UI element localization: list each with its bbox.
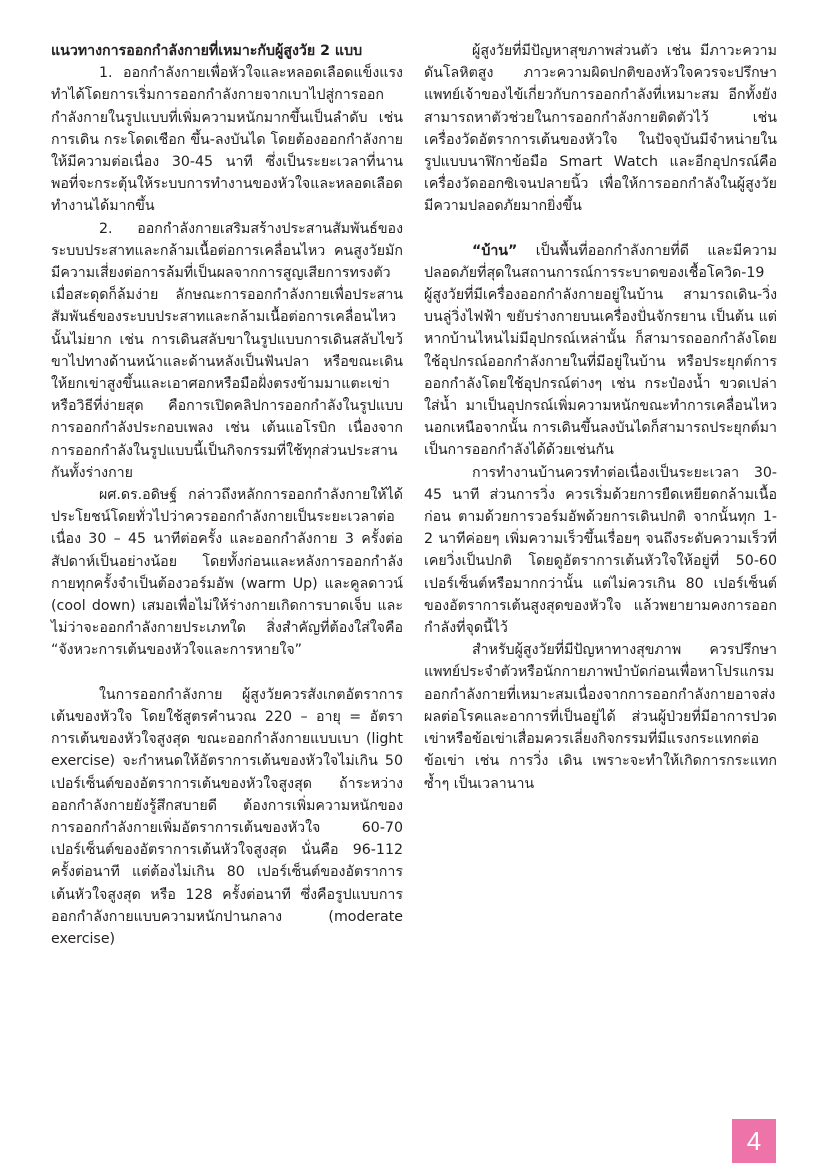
paragraph-exercise-principles: ผศ.ดร.อดิษฐ์ กล่าวถึงหลักการออกกำลังกายให้ได้ประโยชน์โดยทั่วไปว่าควรออกกำลังกายเป็นระยะเวลาต่อเนื่อง 30 – 45 นาทีต่อครั้ง และออกกำลังกาย 3 ครั้งต่อสัปดาห์เป็นอย่างน้อย โดยทั้งก่อนและหลังการออกกำลังกายทุกครั้งจำเป็นต้องวอร์มอัพ (warm Up) และคูลดาวน์ (cool down) เสมอเพื่อไม่ให้ร่างกายเกิดการบาดเจ็บ และไม่ว่าจะออกกำลังกายประเภทใด สิ่งสำคัญที่ต้องใส่ใจคือ “จังหวะการเต้นของหัวใจและการหายใจ” bbox=[51, 487, 403, 659]
paragraph-health-problems: สำหรับผู้สูงวัยที่มีปัญหาทางสุขภาพ ควรปรึกษาแพทย์ประจำตัวหรือนักกายภาพบำบัดก่อนเพื่อหาโปรแกรมออกกำลังกายที่เหมาะสมเนื่องจากการออกกำลังกายอาจส่งผลต่อโรคและอาการที่เป็นอยู่ได้ ส่วนผู้ป่วยที่มีอาการปวดเข่าหรือข้อเข่าเสื่อมควรเลี่ยงกิจกรรมที่มีแรงกระแทกต่อข้อเข่า เช่น การวิ่ง เดิน เพราะจะทำให้เกิดการกระแทกซ้ำๆ เป็นเวลานาน bbox=[424, 642, 777, 792]
paragraph-coordination-exercise: 2. ออกกำลังกายเสริมสร้างประสานสัมพันธ์ของระบบประสาทและกล้ามเนื้อต่อการเคลื่อนไหว คนสูงวัยมักมีความเสี่ยงต่อการล้มที่เป็นผลจากการสูญเสียการทรงตัว เมื่อสะดุดก็ล้มง่าย ลักษณะการออกกำลังกายเพื่อประสานสัมพันธ์ของระบบประสาทและกล้ามเนื้อต่อการเคลื่อนไหวนั้นไม่ยาก เช่น การเดินสลับขาในรูปแบบการเดินสลับไขว้ขาไปทางด้านหน้าและด้านหลังเป็นฟันปลา หรือขณะเดินให้ยกเข่าสูงขึ้นและเอาศอกหรือมือฝั่งตรงข้ามมาแตะเข่า หรือวิธีที่ง่ายสุด คือการเปิดคลิปการออกกำลังในรูปแบบการออกกำลังประกอบเพลง เช่น เต้นแอโรบิก เนื่องจากการออกกำลังในรูปแบบนี้เป็นกิจกรรมที่ใช้ทุกส่วนประสานกันทั้งร่างกาย bbox=[51, 220, 403, 481]
paragraph-home-exercise bbox=[424, 240, 777, 462]
section-heading: แนวทางการออกกำลังกายที่เหมาะกับผู้สูงวัย 2 แบบ bbox=[51, 43, 363, 59]
paragraph-housework-running: การทำงานบ้านควรทำต่อเนื่องเป็นระยะเวลา 30-45 นาที ส่วนการวิ่ง ควรเริ่มด้วยการยืดเหยียดกล้ามเนื้อก่อน ตามด้วยการวอร์มอัพด้วยการเดินปกติ จากนั้นทุก 1-2 นาทีค่อยๆ เพิ่มความเร็วขึ้นเรื่อยๆ จนถึงระดับความเร็วที่เคยวิ่งเป็นปกติ โดยดูอัตราการเต้นหัวใจให้อยู่ที่ 50-60 เปอร์เซ็นต์หรือมากกว่านั้น แต่ไม่ควรเกิน 80 เปอร์เซ็นต์ของอัตราการเต้นสูงสุดของหัวใจ แล้วพยายามคงการออกกำลังที่จุดนี้ไว้ bbox=[424, 464, 777, 637]
paragraph-health-consultation: ผู้สูงวัยที่มีปัญหาสุขภาพส่วนตัว เช่น มีภาวะความดันโลหิตสูง ภาวะความผิดปกติของหัวใจควรจะปรึกษาแพทย์เจ้าของไข้เกี่ยวกับการออกกำลังที่เหมาะสม อีกทั้งยังสามารถหาตัวช่วยในการออกกำลังกายติดตัวไว้ เช่น เครื่องวัดอัตราการเต้นของหัวใจ ในปัจจุบันมีจำหน่ายในรูปแบบนาฬิกาข้อมือ Smart Watch และอีกอุปกรณ์คือเครื่องวัดออกซิเจนปลายนิ้ว เพื่อให้การออกกำลังในผู้สูงวัยมีความปลอดภัยมากยิ่งขึ้น bbox=[424, 43, 777, 215]
paragraph-heart-rate-formula: ในการออกกำลังกาย ผู้สูงวัยควรสังเกตอัตราการเต้นของหัวใจ โดยใช้สูตรคำนวณ 220 – อายุ = อัตราการเต้นของหัวใจสูงสุด ขณะออกกำลังกายแบบเบา (light exercise) จะกำหนดให้อัตราการเต้นของหัวใจไม่เกิน 50 เปอร์เซ็นต์ของอัตราการเต้นของหัวใจสูงสุด ถ้าระหว่างออกกำลังกายยังรู้สึกสบายดี ต้องการเพิ่มความหนักของการออกกำลังกายเพิ่มอัตราการเต้นของหัวใจ 60-70 เปอร์เซ็นต์ของอัตราการเต้นหัวใจสูงสุด นั่นคือ 96-112 ครั้งต่อนาที แต่ต้องไม่เกิน 80 เปอร์เซ็นต์ของอัตราการเต้นหัวใจสูงสุด หรือ 128 ครั้งต่อนาที ซึ่งคือรูปแบบการออกกำลังกายแบบความหนักปานกลาง (moderate exercise) bbox=[51, 686, 403, 947]
left-column bbox=[51, 40, 403, 950]
home-term: “บ้าน” bbox=[472, 242, 518, 259]
right-column bbox=[424, 40, 777, 795]
page-number-badge: 4 bbox=[732, 1119, 776, 1163]
home-paragraph-text: เป็นพื้นที่ออกกำลังกายที่ดี และมีความปลอดภัยที่สุดในสถานการณ์การระบาดของเชื้อโควิด-19 ผู้สูงวัยที่มีเครื่องออกกำลังกายอยู่ในบ้าน สามารถเดิน-วิ่งบนลู่วิ่งไฟฟ้า ขยับร่างกายบนเครื่องปั่นจักรยาน เป็นต้น แต่หากบ้านไหนไม่มีอุปกรณ์เหล่านั้น ก็สามารถออกกำลังโดยใช้อุปกรณ์ออกกำลังกายในที่มีอยู่ในบ้าน หรือประยุกต์การออกกำลังโดยใช้อุปกรณ์ต่างๆ เช่น กระป๋องน้ำ ขวดเปล่าใส่น้ำ มาเป็นอุปกรณ์เพิ่มความหนักขณะทำการเคลื่อนไหว นอกเหนือจากนั้น การเดินขึ้นลงบันไดก็สามารถประยุกต์มาเป็นการออกกำลังได้ด้วยเช่นกัน bbox=[424, 242, 777, 459]
paragraph-cardio-exercise: 1. ออกกำลังกายเพื่อหัวใจและหลอดเลือดแข็งแรง ทำได้โดยการเริ่มการออกกำลังกายจากเบาไปสู่การออกกำลังกายในรูปแบบที่เพิ่มความหนักมากขึ้นเป็นลำดับ เช่น การเดิน กระโดดเชือก ขึ้น-ลงบันได โดยต้องออกกำลังกายให้มีความต่อเนื่อง 30-45 นาที ซึ่งเป็นระยะเวลาที่นานพอที่จะกระตุ้นให้ระบบการทำงานของหัวใจและหลอดเลือดทำงานได้มากขึ้น bbox=[51, 65, 403, 215]
